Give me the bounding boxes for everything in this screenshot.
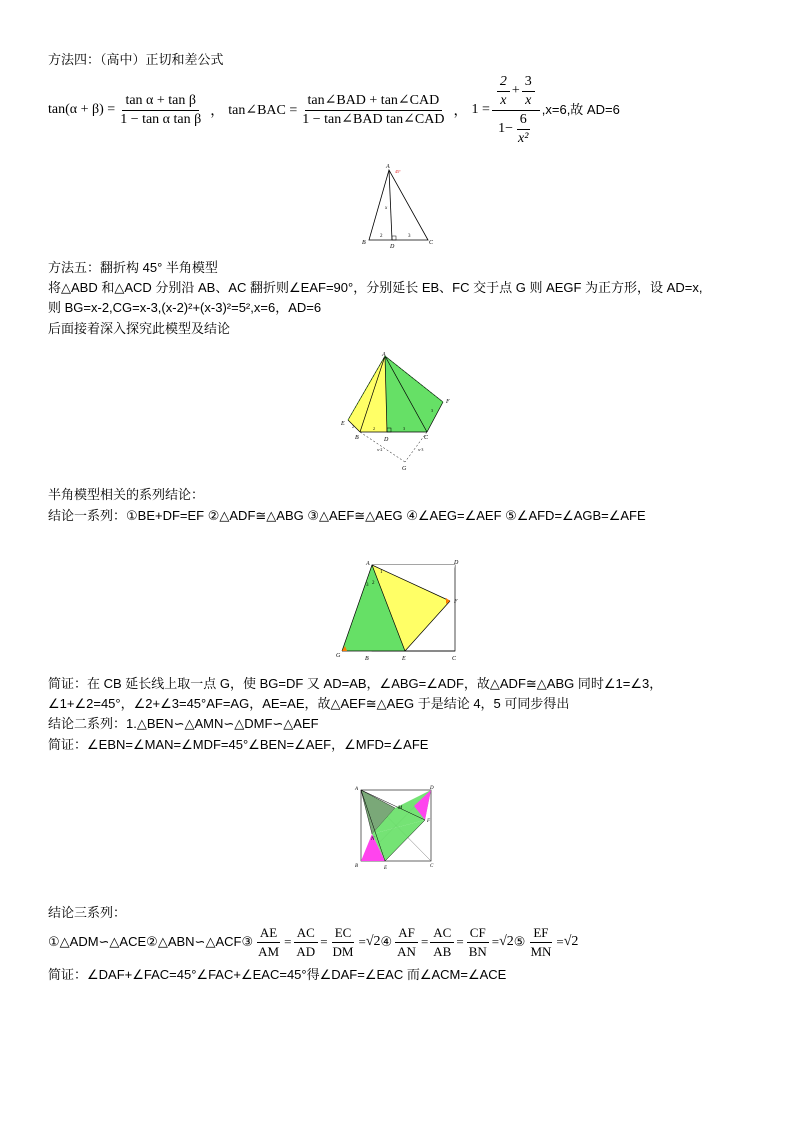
label-e: E [341,421,345,427]
ratio-af: AF [395,925,418,943]
label-c: C [452,656,457,662]
label-f: F [454,599,458,605]
equals-4: = [420,934,429,949]
formula1-fraction [117,93,204,128]
formula2-numerator: tan∠BAD + tan∠CAD [305,93,443,111]
formula-separator-2: ， [453,104,468,119]
figure-2-folding [335,350,460,472]
frac-6-den: x² [518,130,529,146]
label-45: 45° [395,169,401,174]
method4-heading: 方法四：（高中）正切和差公式 [48,52,224,67]
sqrt2-3: √2 [563,934,579,949]
label-c: C [429,240,434,246]
method5-line1: 将△ABD 和△ACD 分别沿 AB、AC 翻折则∠EAF=90°，分别延长 EB、FC 交于点 G 则 AEGF 为正方形，设 AD=x, [48,280,703,295]
label-b: B [355,864,359,869]
equals-2: = [320,934,328,949]
triangle-abc [369,170,428,240]
label-x: x [385,206,388,211]
ratio-cf: CF [467,925,489,943]
figure-1-triangle [350,158,450,250]
formula3-tail: ,x=6,故 AD=6 [541,102,620,117]
label-2: 2 [372,581,375,586]
formula3-denominator [495,111,536,147]
proof2: 简证：∠EBN=∠MAN=∠MDF=45°∠BEN=∠AEF，∠MFD=∠AFE [48,737,429,752]
method4-formula-row [48,73,620,146]
label-x-minus-2: x-2 [377,447,383,452]
altitude-ad [389,170,392,240]
label-e: E [384,866,388,871]
right-angle-mark [392,236,396,240]
equals-1: = [284,934,292,949]
label-e: E [402,656,406,662]
label-m: M [398,806,403,811]
c3-part2: ②△ABN∽△ACF [146,934,242,949]
ratio-ef: EF [530,925,551,943]
label-3a: 3 [403,426,405,431]
label-2: 2 [380,234,383,239]
formula2-denominator: 1 − tan∠BAD tan∠CAD [302,111,445,127]
proof3: 简证：∠DAF+∠FAC=45°∠FAC+∠EAC=45°得∠DAF=∠EAC 而∠ACM=∠ACE [48,967,507,982]
label-d: D [430,786,434,791]
label-a: A [355,787,359,792]
label-a: A [382,352,386,358]
frac-2-num: 2 [497,74,510,92]
frac-3-num: 3 [522,74,535,92]
series-intro: 半角模型相关的系列结论： [48,487,205,502]
label-g: G [336,653,341,659]
equals-3: = [358,934,366,949]
label-x-minus-3: x-3 [418,447,424,452]
one-minus: 1− [498,121,514,136]
c3-part3-marker: ③ [241,934,254,949]
figure-3-half-angle [330,556,465,663]
formula1-lhs: tan(α + β) = [48,102,116,117]
label-d: D [384,437,389,443]
formula3-numerator [492,74,540,111]
formula2-fraction [299,93,447,128]
ratio-ab: AB [433,943,452,959]
c3-part4-marker: ④ [380,934,393,949]
proof1-line1: 简证：在 CB 延长线上取一点 G，使 BG=DF 又 AD=AB，∠ABG=∠ADF，故△ADF≅△ABG 同时∠1=∠3， [48,676,663,691]
label-f: F [427,819,431,824]
frac-3-den: x [525,92,532,108]
plus-sign: + [511,83,520,98]
figure-4-similar [350,782,442,872]
label-f: F [446,399,450,405]
ratio-bn: BN [468,943,487,959]
conclusion2: 结论二系列：1.△BEN∽△AMN∽△DMF∽△AEF [48,716,319,731]
dashed-bg [360,432,405,462]
ratio-an: AN [397,943,416,959]
equals-6: = [491,934,500,949]
label-2a: 2 [352,424,354,429]
label-3: 3 [366,583,369,588]
label-3: 3 [408,234,411,239]
label-b: B [365,656,369,662]
label-a: A [366,561,370,567]
c3-part1: ①△ADM∽△ACE [48,934,147,949]
label-a: A [386,164,390,170]
label-c: C [430,864,434,869]
conclusion3-row [48,922,578,962]
label-3b: 3 [431,408,433,413]
c3-part5-marker: ⑤ [513,934,526,949]
ratio-ac-2: AC [430,925,454,943]
ratio-am: AM [258,943,280,959]
sqrt2-1: √2 [365,934,381,949]
formula1-numerator: tan α + tan β [122,93,199,111]
formula1-denominator: 1 − tan α tan β [120,111,202,127]
frac-2-den: x [500,92,507,108]
ratio-ac: AC [294,925,318,943]
label-n: N [371,837,375,842]
method5-heading: 方法五：翻折构 45° 半角模型 [48,260,218,275]
ratio-mn: MN [530,943,552,959]
equals-5: = [456,934,464,949]
formula3-fraction [492,74,540,147]
formula2-lhs: tan∠BAC = [228,102,298,118]
label-d: D [454,560,459,566]
proof1-line2: ∠1+∠2=45°，∠2+∠3=45°AF=AG，AE=AE，故△AEF≅△AEG 于是结论 4，5 可同步得出 [48,696,570,711]
method5-line2: 则 BG=x-2,CG=x-3,(x-2)²+(x-3)²=5²,x=6，AD=6 [48,300,322,315]
conclusion1: 结论一系列：①BE+DF=EF ②△ADF≅△ABG ③△AEF≅△AEG ④∠AEG=∠AEF ⑤∠AFD=∠AGB=∠AFE [48,508,646,523]
equals-7: = [556,934,564,949]
method5-line3: 后面接着深入探究此模型及结论 [48,321,231,336]
ratio-ec: EC [332,925,355,943]
conclusion3-title: 结论三系列： [48,905,127,920]
ratio-dm: DM [332,943,354,959]
label-c: C [424,435,429,441]
label-b: B [355,435,359,441]
label-1: 1 [380,570,383,575]
label-2b: 2 [373,426,375,431]
label-b: B [362,240,366,246]
formula-separator-1: ， [210,104,225,119]
ratio-ad: AD [296,943,316,959]
formula3-lhs: 1 = [471,102,490,117]
frac-6-num: 6 [517,112,530,130]
label-g: G [402,466,407,472]
label-d: D [390,244,395,250]
ratio-ae: AE [257,925,280,943]
sqrt2-2: √2 [499,934,514,949]
